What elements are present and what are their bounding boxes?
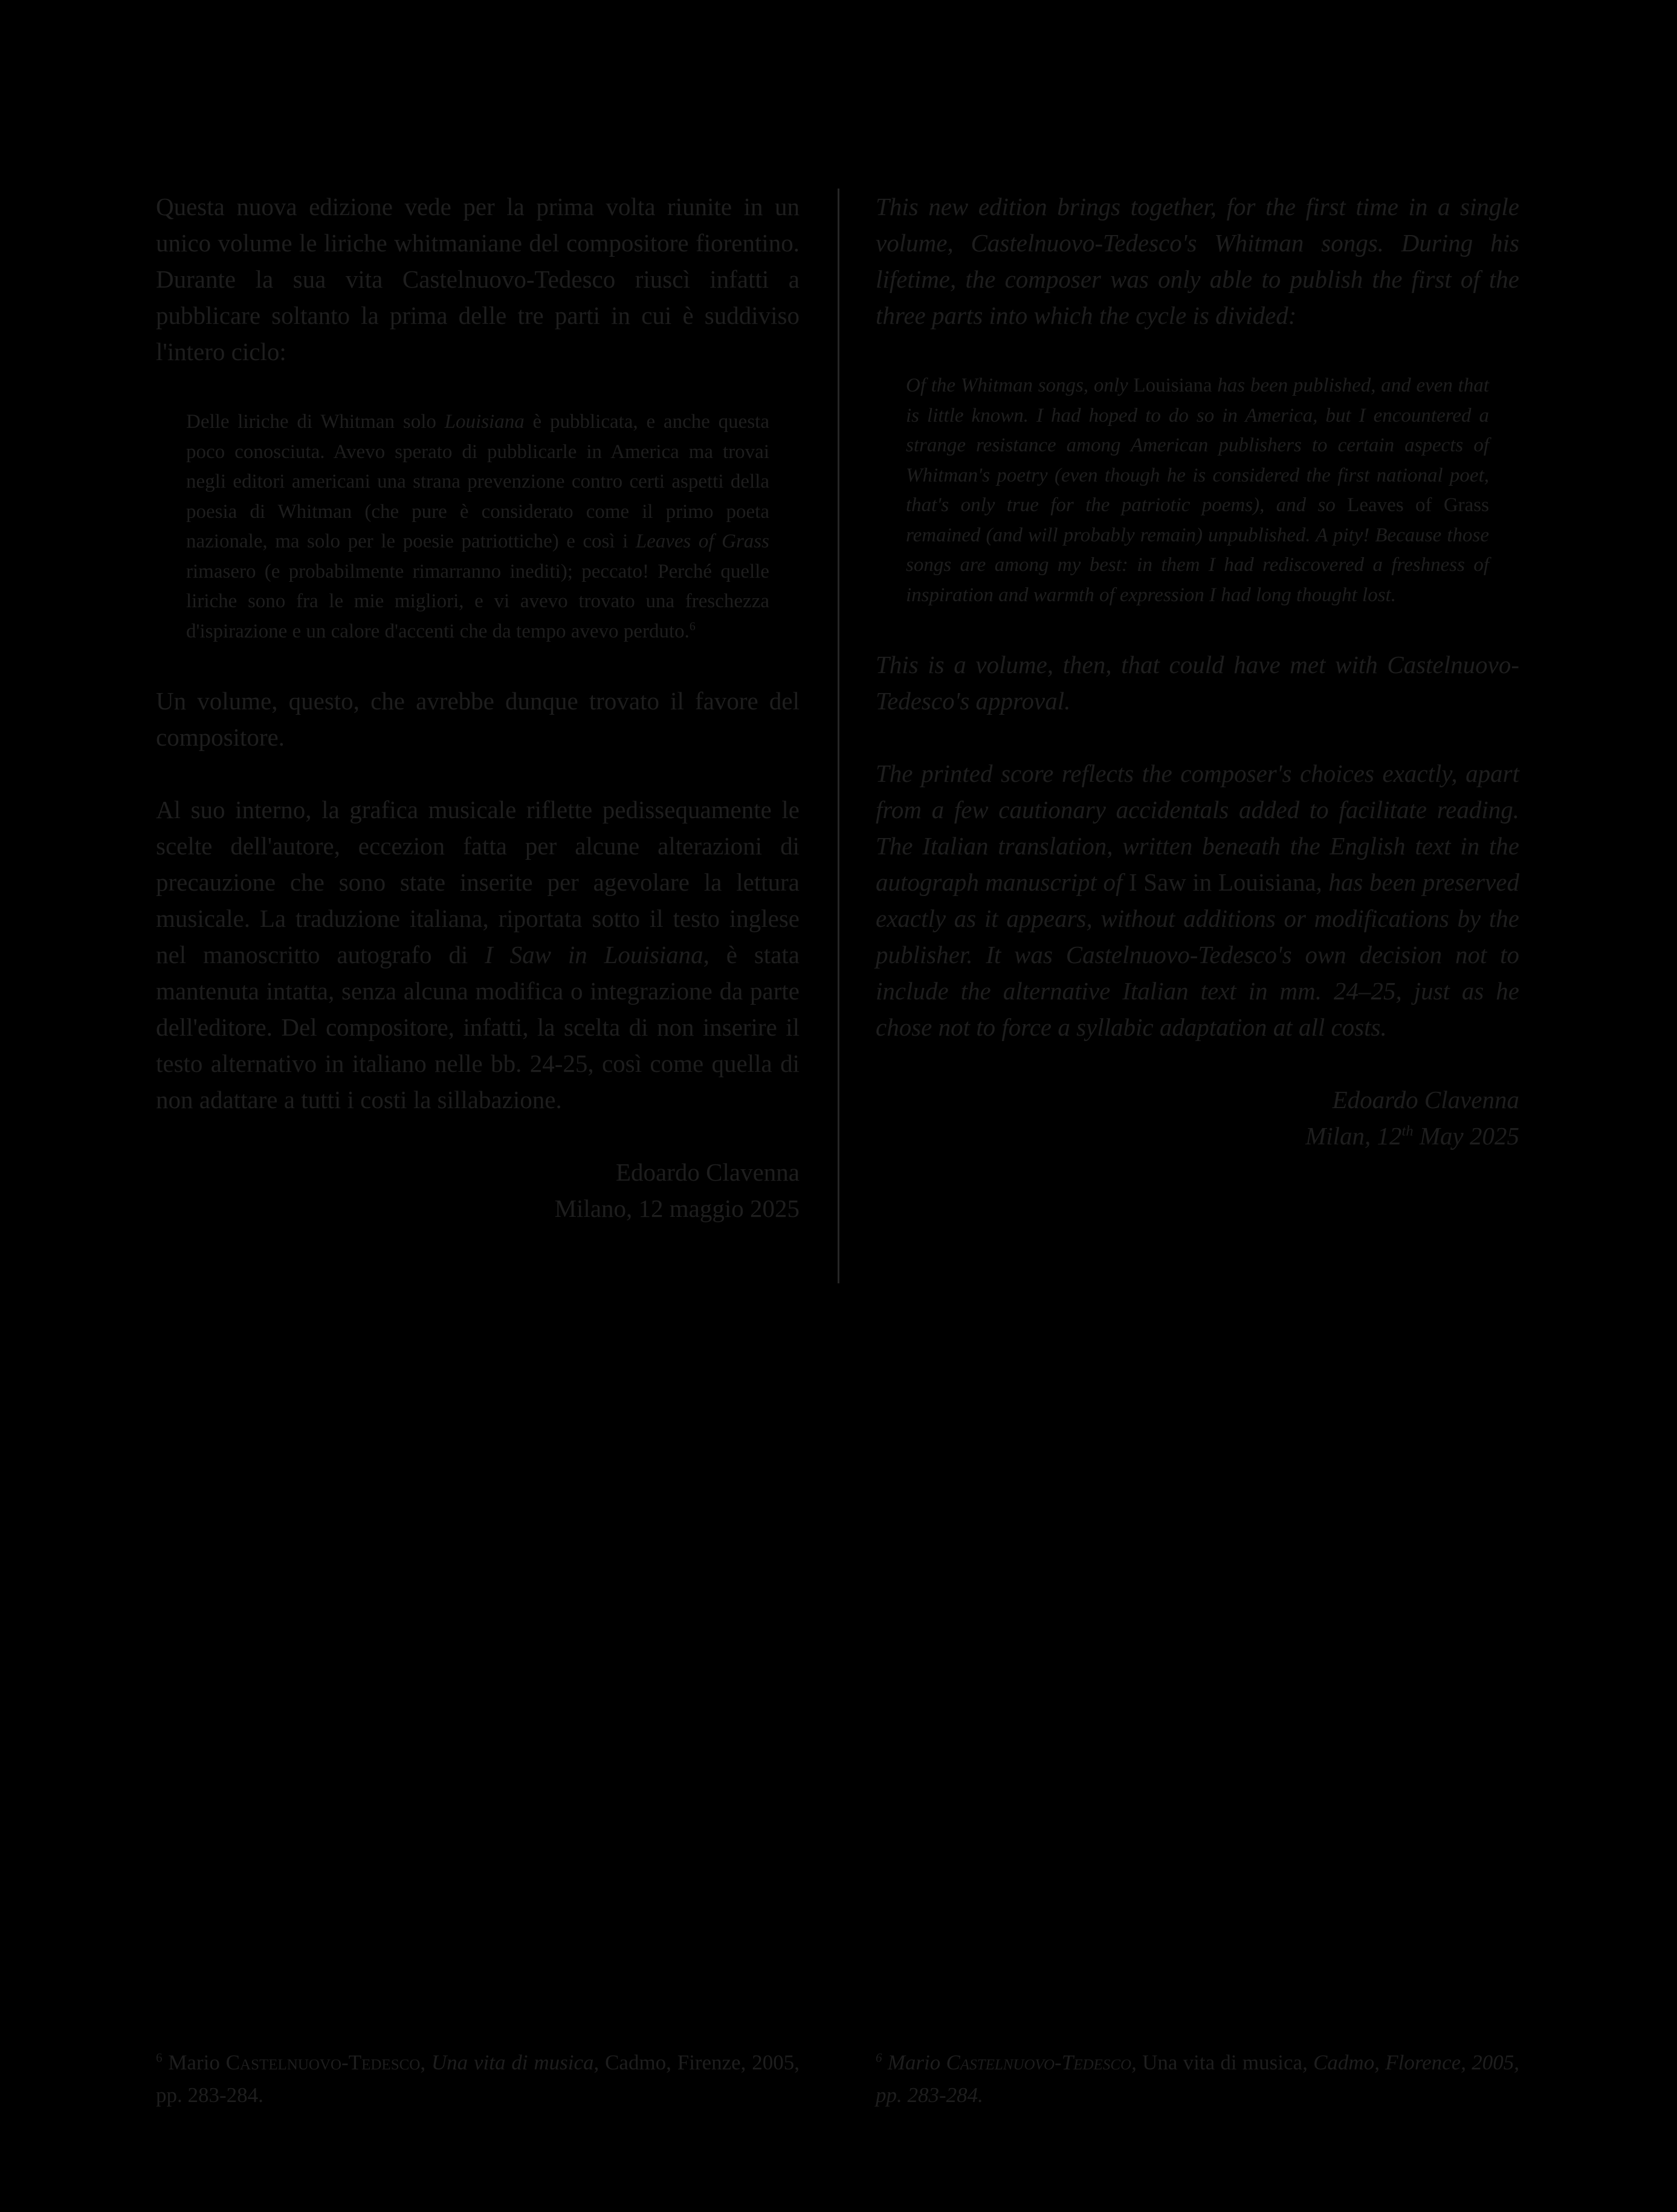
footnote-text: Mario [882,2051,946,2074]
column-divider [838,189,839,1283]
signature-name: Edoardo Clavenna [616,1158,800,1186]
signature-name: Edoardo Clavenna [1332,1086,1519,1114]
quote-text: Of the Whitman songs, only [906,375,1134,396]
paragraph-text: , has been preserved exactly as it appears, without additions or modifications by the publisher. It was Castelnuovo-Tedesco's own decision not to include the alternative Italian text in mm. 24–25, just as he chose not to force a syllabic adaptation at all costs. [876,868,1519,1041]
footnote-book-title: Una vita di musica [1142,2051,1303,2074]
italian-footnote [156,2046,800,2112]
quote-title-leaves-of-grass: Leaves of Grass [635,530,769,552]
footnote-author: Castelnuovo-Tedesco [225,2051,421,2074]
quote-text: has been published, and even that is little known. I had hoped to do so in America, but I encountered a strange resistance among American publishers to certain aspects of Whitman's poetry (even though he is considered the first national poet, that's only true for the patriotic poems), and so [906,375,1489,516]
italian-paragraph-2: Un volume, questo, che avrebbe dunque trovato il favore del compositore. [156,687,800,751]
footnote-text: , Cadmo, Firenze, 2005, pp. 283-284. [156,2051,800,2107]
footnote-text: , [420,2051,431,2074]
quote-title-leaves-of-grass: Leaves of Grass [1347,494,1489,516]
footnote-reference: 6 [689,619,696,633]
quote-text: rimasero (e probabilmente rimarranno inediti); peccato! Perché quelle liriche sono fra le mie migliori, e vi avevo trovato una freschezza d'ispirazione e un calore d'accenti che da tempo avevo perduto. [186,560,769,642]
italian-column [156,189,800,1227]
signature-place-text: Milan, 12 [1305,1122,1402,1150]
italian-paragraph-3 [156,792,800,1118]
footnote-text: , Cadmo, Florence, 2005, pp. 283-284. [876,2051,1520,2107]
english-blockquote [876,371,1519,610]
signature-place-date: Milano, 12 maggio 2025 [554,1195,800,1222]
ordinal-suffix: th [1401,1123,1414,1140]
signature-place-text: May 2025 [1413,1122,1519,1150]
italian-blockquote [156,407,800,647]
paragraph-text: The printed score reflects the composer's choices exactly, apart from a few cautionary accidentals added to facilitate reading. The Italian translation, written beneath the English text in the autograph manuscript of [876,759,1519,896]
footnote-book-title: Una vita di musica [431,2051,594,2074]
footnote-text: , [1131,2051,1143,2074]
quote-text: Delle liriche di Whitman solo [186,411,445,433]
english-column [876,189,1519,1154]
footnote-number: 6 [156,2050,163,2065]
quote-text: remained (and will probably remain) unpublished. A pity! Because those songs are among my best: in them I had rediscovered a freshness of inspiration and warmth of expression I had long thought lost. [906,524,1489,606]
quote-title-louisiana: Louisiana [444,411,525,433]
english-paragraph-1: This new edition brings together, for the first time in a single volume, Castelnuovo-Tedesco's Whitman songs. During his lifetime, the composer was only able to publish the first of the three parts into which the cycle is divided: [876,193,1519,329]
footnote-author: Castelnuovo-Tedesco [946,2051,1132,2074]
footnote-text: Mario [162,2051,226,2074]
signature-place-date [876,1118,1519,1154]
work-title: I Saw in Louisiana [485,941,703,969]
english-paragraph-2: This is a volume, then, that could have met with Castelnuovo-Tedesco's approval. [876,651,1519,715]
italian-paragraph-1: Questa nuova edizione vede per la prima volta riunite in un unico volume le liriche whitmaniane del compositore fiorentino. Durante la sua vita Castelnuovo-Tedesco riuscì infatti a pubblicare soltanto la prima delle tre parti in cui è suddiviso l'intero ciclo: [156,193,800,366]
work-title: I Saw in Louisiana [1128,868,1316,896]
footnote-number: 6 [876,2050,882,2065]
quote-title-louisiana: Louisiana [1133,375,1212,396]
english-footnote [876,2046,1519,2112]
paragraph-text: , è stata mantenuta intatta, senza alcuna modifica o integrazione da parte dell'editore. Del compositore, infatti, la scelta di non inserire il testo alternativo in italiano nelle bb. 24-25, così come quella di non adattare a tutti i costi la sillabazione. [156,941,800,1114]
paragraph-text: Al suo interno, la grafica musicale riflette pedissequamente le scelte dell'autore, eccezion fatta per alcune alterazioni di precauzione che sono state inserite per agevolare la lettura musicale. La traduzione italiana, riportata sotto il testo inglese nel manoscritto autografo di [156,796,800,969]
quote-text: è pubblicata, e anche questa poco conosciuta. Avevo sperato di pubblicarle in America ma trovai negli editori americani una strana prevenzione contro certi aspetti della poesia di Whitman (che pure è considerato come il primo poeta nazionale, ma solo per le poesie patriottiche) e così i [186,411,769,552]
english-paragraph-3 [876,755,1519,1045]
